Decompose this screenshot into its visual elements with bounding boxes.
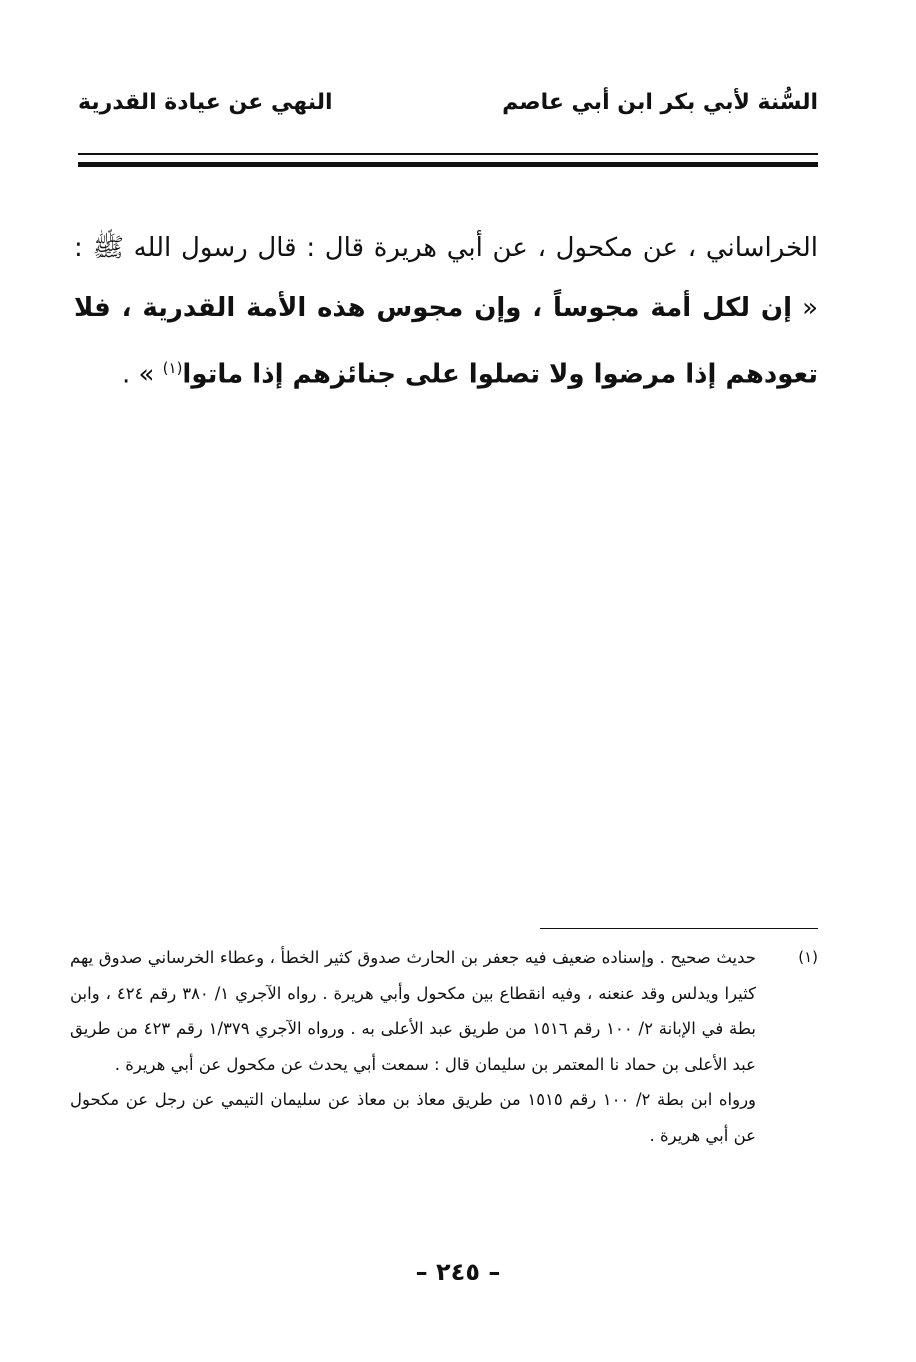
hadith-text: إن لكل أمة مجوساً ، وإن مجوس هذه الأمة القدرية ، فلا تعودهم إذا مرضوا ولا تصلوا على جنائزهم إذا ماتوا	[74, 293, 818, 390]
footnote-section	[70, 940, 818, 1153]
footnote-reference[interactable]: (١)	[162, 359, 183, 377]
footnote-number: (١)	[798, 948, 818, 966]
closing-quote: » .	[121, 359, 163, 390]
header-divider-thin	[78, 153, 818, 155]
footnote-body	[70, 940, 756, 1153]
footnote-paragraph-2: ورواه ابن بطة ٢/ ١٠٠ رقم ١٥١٥ من طريق معاذ بن معاذ عن سليمان التيمي عن رجل عن مكحول عن أبي هريرة .	[70, 1090, 757, 1145]
chain-of-narration: الخراساني ، عن مكحول ، عن أبي هريرة قال : قال رسول الله ﷺ : «	[74, 233, 819, 323]
book-title: السُّنة لأبي بكر ابن أبي عاصم	[502, 89, 818, 115]
header-divider-thick	[78, 162, 818, 167]
running-header	[78, 82, 818, 122]
chapter-title: النهي عن عيادة القدرية	[78, 89, 333, 115]
footnote-paragraph-1: حديث صحيح . وإسناده ضعيف فيه جعفر بن الحارث صدوق كثير الخطأ ، وعطاء الخرساني صدوق يهم كثيرا ويدلس وقد عنعنه ، وفيه انقطاع بين مكحول وأبي هريرة . رواه الآجري ١/ ٣٨٠ رقم ٤٢٤ ، وابن بطة في الإبانة ٢/ ١٠٠ رقم ١٥١٦ من طريق عبد الأعلى به . ورواه الآجري ١/٣٧٩ رقم ٤٢٣ من طريق عبد الأعلى بن حماد نا المعتمر بن سليمان قال : سمعت أبي يحدث عن مكحول عن أبي هريرة .	[70, 948, 757, 1074]
page-number: – ٢٤٥ –	[415, 1258, 501, 1286]
main-text	[74, 218, 818, 405]
footnote-divider	[540, 928, 818, 929]
